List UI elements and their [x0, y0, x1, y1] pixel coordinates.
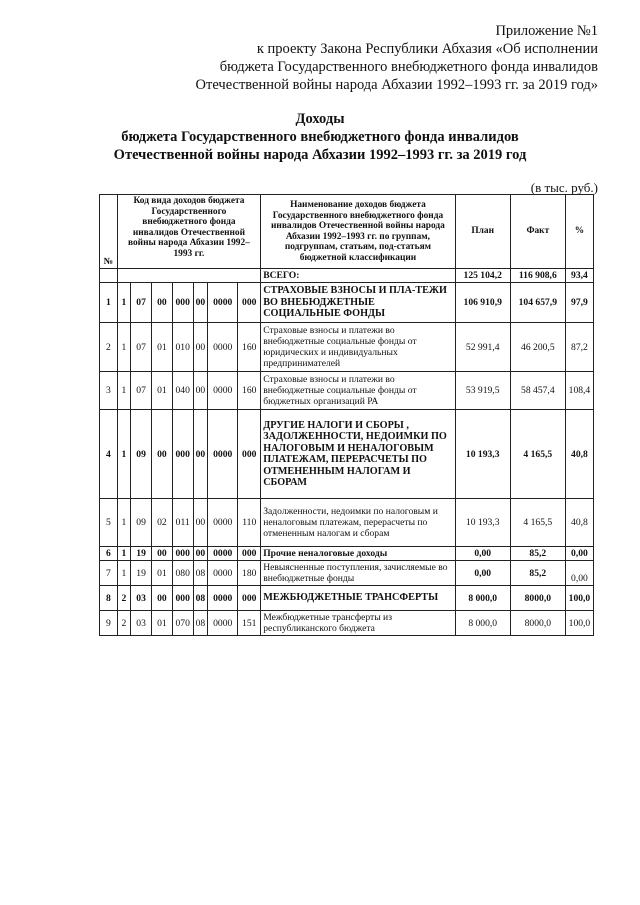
row-number: 9	[100, 611, 118, 636]
code-part: 00	[193, 323, 208, 372]
code-part: 03	[131, 586, 152, 611]
code-part: 1	[117, 283, 131, 323]
code-part: 07	[131, 323, 152, 372]
row-number: 3	[100, 372, 118, 410]
code-part: 000	[172, 283, 193, 323]
percent-value: 100,0	[565, 586, 593, 611]
fact-value: 46 200,5	[510, 323, 565, 372]
code-part: 1	[117, 372, 131, 410]
plan-value: 53 919,5	[455, 372, 510, 410]
percent-value: 97,9	[565, 283, 593, 323]
code-part: 09	[131, 499, 152, 547]
code-part: 0000	[208, 499, 238, 547]
total-empty-cell	[100, 269, 118, 283]
code-part: 01	[151, 611, 172, 636]
table-row	[100, 372, 594, 410]
table-row	[100, 547, 594, 561]
code-part: 19	[131, 547, 152, 561]
code-part: 0000	[208, 547, 238, 561]
plan-value: 10 193,3	[455, 410, 510, 499]
code-part: 01	[151, 561, 172, 586]
plan-value: 106 910,9	[455, 283, 510, 323]
code-part: 1	[117, 561, 131, 586]
revenue-name: ДРУГИЕ НАЛОГИ И СБОРЫ , ЗАДОЛЖЕННОСТИ, НЕДОИМКИ ПО НАЛОГОВЫМ И НЕНАЛОГОВЫМ ПЛАТЕЖАМ, ПЕРЕРАСЧЕТЫ ПО ОТМЕНЕННЫМ НАЛОГАМ И СБОРАМ	[261, 410, 455, 499]
code-part: 000	[238, 283, 261, 323]
table-row	[100, 283, 594, 323]
code-part: 000	[238, 547, 261, 561]
row-number: 6	[100, 547, 118, 561]
code-part: 000	[172, 410, 193, 499]
percent-value: 0,00	[565, 547, 593, 561]
table-row	[100, 499, 594, 547]
row-number: 1	[100, 283, 118, 323]
title-line-1: Доходы	[295, 111, 345, 127]
percent-value: 0,00	[565, 561, 593, 586]
table-row	[100, 323, 594, 372]
code-part: 00	[193, 499, 208, 547]
code-part: 160	[238, 323, 261, 372]
code-part: 000	[238, 586, 261, 611]
percent-value: 87,2	[565, 323, 593, 372]
fact-value: 85,2	[510, 561, 565, 586]
code-part: 00	[193, 283, 208, 323]
code-part: 000	[172, 586, 193, 611]
code-part: 07	[131, 372, 152, 410]
code-part: 00	[151, 283, 172, 323]
code-part: 160	[238, 372, 261, 410]
code-part: 08	[193, 611, 208, 636]
code-part: 09	[131, 410, 152, 499]
code-part: 0000	[208, 323, 238, 372]
code-part: 02	[151, 499, 172, 547]
code-part: 011	[172, 499, 193, 547]
code-part: 080	[172, 561, 193, 586]
revenue-name: Невыясненные поступления, зачисляемые во внебюджетные фонды	[261, 561, 455, 586]
code-part: 2	[117, 611, 131, 636]
fact-value: 8000,0	[510, 611, 565, 636]
code-part: 000	[172, 547, 193, 561]
code-part: 1	[117, 547, 131, 561]
annex-header	[196, 22, 598, 94]
code-part: 03	[131, 611, 152, 636]
code-part: 0000	[208, 283, 238, 323]
total-percent: 93,4	[565, 269, 593, 283]
annex-line-4: Отечественной войны народа Абхазии 1992–1993 гг. за 2019 год»	[195, 77, 598, 93]
code-part: 0000	[208, 586, 238, 611]
row-number: 7	[100, 561, 118, 586]
fact-value: 4 165,5	[510, 499, 565, 547]
table-row	[100, 561, 594, 586]
percent-value: 100,0	[565, 611, 593, 636]
fact-value: 58 457,4	[510, 372, 565, 410]
code-part: 0000	[208, 611, 238, 636]
annex-number: Приложение №1	[495, 23, 598, 39]
code-part: 1	[117, 323, 131, 372]
plan-value: 0,00	[455, 561, 510, 586]
total-plan: 125 104,2	[455, 269, 510, 283]
code-part: 151	[238, 611, 261, 636]
total-row	[100, 269, 594, 283]
code-part: 000	[238, 410, 261, 499]
revenue-table	[99, 194, 594, 636]
code-part: 07	[131, 283, 152, 323]
percent-value: 40,8	[565, 410, 593, 499]
code-part: 2	[117, 586, 131, 611]
header-plan: План	[455, 195, 510, 269]
code-part: 08	[193, 561, 208, 586]
fact-value: 85,2	[510, 547, 565, 561]
fact-value: 104 657,9	[510, 283, 565, 323]
percent-value: 40,8	[565, 499, 593, 547]
revenue-name: Задолженности, недоимки по налоговым и неналоговым платежам, перерасчеты по отмененным налогам и сборам	[261, 499, 455, 547]
annex-line-3: бюджета Государственного внебюджетного фонда инвалидов	[219, 59, 598, 75]
total-fact: 116 908,6	[510, 269, 565, 283]
header-no: №	[100, 195, 118, 269]
code-part: 01	[151, 323, 172, 372]
code-part: 00	[193, 410, 208, 499]
revenue-name: СТРАХОВЫЕ ВЗНОСЫ И ПЛА-ТЕЖИ ВО ВНЕБЮДЖЕТНЫЕ СОЦИАЛЬНЫЕ ФОНДЫ	[261, 283, 455, 323]
code-part: 0000	[208, 372, 238, 410]
revenue-name: МЕЖБЮДЖЕТНЫЕ ТРАНСФЕРТЫ	[261, 586, 455, 611]
header-name: Наименование доходов бюджета Государственного внебюджетного фонда инвалидов Отечественной войны народа Абхазии 1992–1993 гг. по группам, подгруппам, статьям, под-статьям бюджетной классификации	[261, 195, 455, 269]
header-row	[100, 195, 594, 269]
annex-line-2: к проекту Закона Республики Абхазия «Об исполнении	[256, 41, 598, 57]
plan-value: 0,00	[455, 547, 510, 561]
plan-value: 8 000,0	[455, 586, 510, 611]
document-title	[0, 110, 640, 164]
revenue-name: Прочие неналоговые доходы	[261, 547, 455, 561]
header-fact: Факт	[510, 195, 565, 269]
header-percent: %	[565, 195, 593, 269]
table-row	[100, 611, 594, 636]
revenue-name: Страховые взносы и платежи во внебюджетные социальные фонды от бюджетных организаций РА	[261, 372, 455, 410]
code-part: 070	[172, 611, 193, 636]
code-part: 040	[172, 372, 193, 410]
code-part: 00	[151, 410, 172, 499]
revenue-name: Страховые взносы и платежи во внебюджетные социальные фонды от юридических и индивидуальных предпринимателей	[261, 323, 455, 372]
code-part: 00	[151, 586, 172, 611]
code-part: 1	[117, 410, 131, 499]
title-line-2: бюджета Государственного внебюджетного фонда инвалидов	[121, 129, 519, 145]
title-line-3: Отечественной войны народа Абхазии 1992–1993 гг. за 2019 год	[113, 147, 527, 163]
plan-value: 52 991,4	[455, 323, 510, 372]
row-number: 5	[100, 499, 118, 547]
total-empty-code	[117, 269, 261, 283]
code-part: 010	[172, 323, 193, 372]
total-label: ВСЕГО:	[261, 269, 455, 283]
fact-value: 4 165,5	[510, 410, 565, 499]
code-part: 0000	[208, 561, 238, 586]
code-part: 08	[193, 586, 208, 611]
plan-value: 8 000,0	[455, 611, 510, 636]
units-note: (в тыс. руб.)	[530, 180, 598, 195]
code-part: 1	[117, 499, 131, 547]
code-part: 00	[193, 547, 208, 561]
code-part: 0000	[208, 410, 238, 499]
row-number: 2	[100, 323, 118, 372]
plan-value: 10 193,3	[455, 499, 510, 547]
fact-value: 8000,0	[510, 586, 565, 611]
code-part: 00	[193, 372, 208, 410]
row-number: 8	[100, 586, 118, 611]
table-row	[100, 586, 594, 611]
revenue-name: Межбюджетные трансферты из республиканского бюджета	[261, 611, 455, 636]
code-part: 19	[131, 561, 152, 586]
header-code: Код вида доходов бюджета Государственного внебюджетного фонда инвалидов Отечественной войны народа Абхазии 1992–1993 гг.	[117, 195, 261, 269]
row-number: 4	[100, 410, 118, 499]
code-part: 110	[238, 499, 261, 547]
code-part: 01	[151, 372, 172, 410]
code-part: 180	[238, 561, 261, 586]
code-part: 00	[151, 547, 172, 561]
percent-value: 108,4	[565, 372, 593, 410]
table-row	[100, 410, 594, 499]
